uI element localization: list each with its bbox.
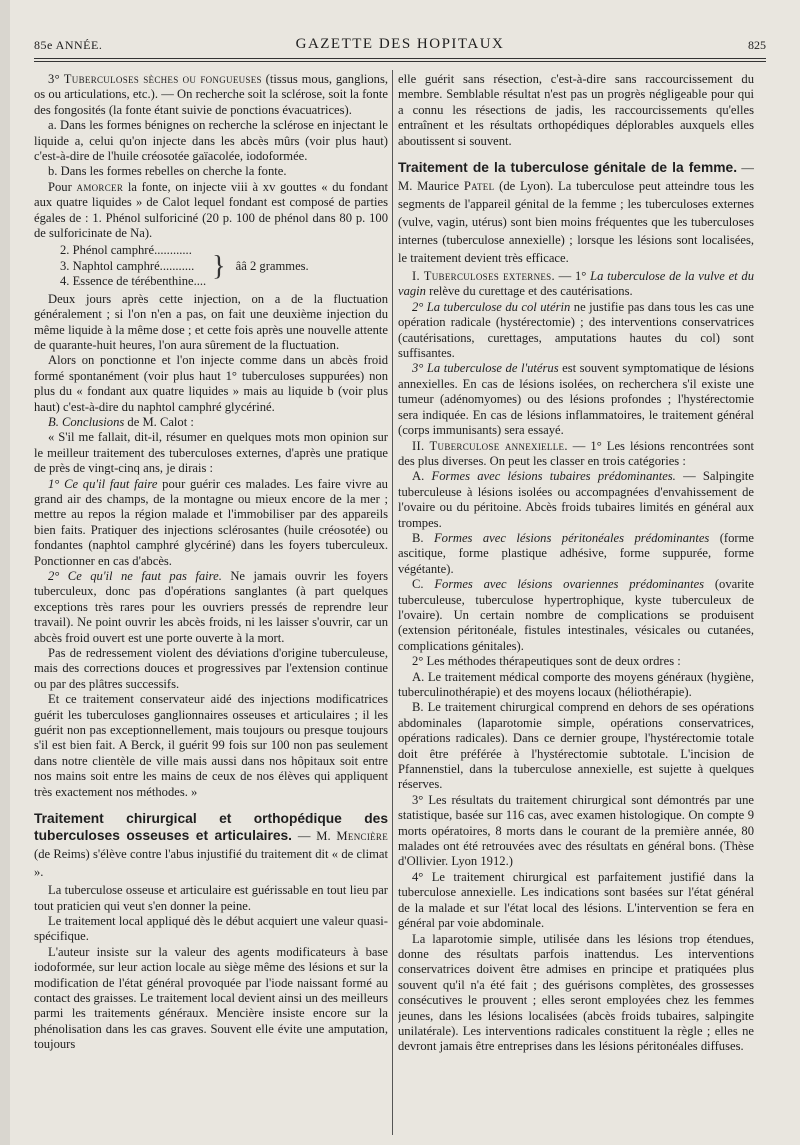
paragraph: B. Le traitement chirurgical comprend en dehors de ses opérations abdominales (laparotomie simple, opérations conservatrices, opérations radicales). Dans ce dernier groupe, l'hystérectomie totale doit être préférée à l'hystérectomie subtotale. L'incision de Pfannenstiel, dans la tuberculose annexielle, est sujette à quelques réserves.	[398, 700, 754, 792]
paragraph: Pas de redressement violent des déviations d'origine tuberculeuse, mais des corrections douces et progressives par l'extension continue ou par des plâtres successifs.	[34, 646, 388, 691]
paragraph: b. Dans les formes rebelles on cherche la fonte.	[48, 164, 287, 179]
formula-dose: ââ 2 grammes.	[235, 258, 309, 273]
page-header	[34, 34, 766, 58]
paragraph: 3° La tuberculose de l'utérus est souvent symptomatique de lésions annexielles. En cas de lésions isolées, on recherchera s'il existe une tumeur (adénomyomes) ou des lésions profondes ; l'hystérectomie sera indiquée. En cas de lésions inflammatoires, le traitement général (corps immunisants) sera essayé.	[398, 361, 754, 438]
paragraph: Pour amorcer la fonte, on injecte viii à xv gouttes « du fondant aux quatre liquides » de Calot lequel fondant est composé de parties égales de : 1. Phénol sulforiciné (20 p. 100 de phénol dans 80 p. 100 de sulforicinate de Na).	[34, 179, 388, 241]
paragraph: L'auteur insiste sur la valeur des agents modificateurs à base iodoformée, sur leur action locale au siège même des lésions et sur la modification de l'état général provoquée par l'iode naissant formé au contact des graisses. Le traitement local devient ainsi un des meilleurs parmi les traitements généraux. Mencière insiste encore sur la phénolisation dans les cas graves. Souvent elle évite une amputation, toujours	[34, 944, 388, 1052]
header-rule-double	[34, 61, 766, 62]
left-column	[34, 72, 388, 1135]
formula-item: 3. Naphtol camphré...........	[60, 258, 195, 273]
column-divider	[392, 70, 393, 1135]
paragraph: La laparotomie simple, utilisée dans les lésions trop étendues, donne des résultats parfois inattendus. Les interventions conservatrices doivent être admises en principe et pratiquées plus souvent qu'il n'a été fait ; des guérisons complètes, des grossesses consécutives le prouvent ; elles seront employées chez les femmes jeunes, dans les lésions localisées (abcès froids tubaires, salpingite unilatérale). Les interventions radicales constituent la règle ; elles ne devront jamais être entreprises dans les lésions péritonéales diffuses.	[398, 931, 754, 1054]
section-heading: Traitement de la tuberculose génitale de la femme. — M. Maurice Patel (de Lyon). La tuberculose peut atteindre tous les segments de l'appareil génital de la femme ; les tuberculoses externes (vulve, vagin, utérus) sont bien moins fréquentes que les tuberculoses internes (tuberculose annexielle) ; lorsque les lésions sont localisées, le traitement devient très efficace.	[398, 160, 754, 266]
page-number: 825	[748, 38, 766, 52]
paragraph: Et ce traitement conservateur aidé des injections modificatrices guérit les tuberculoses ganglionnaires osseuses et articulaires ; il les guérit non pas exceptionnellement, mais toujours ou presque toujours s'il est bien fait. A Berck, il guérit 99 fois sur 100 non pas seulement dans notre clientèle de ville mais aussi dans nos hôpitaux soit entre nos mains soit entre les mains de ceux de nos élèves qui appliquent très exactement nos méthodes. »	[34, 692, 388, 799]
paragraph: elle guérit sans résection, c'est-à-dire sans raccourcissement du membre. Semblable résultat n'est pas un progrès négligeable pour qui a connu les résections de jadis, les raccourcissements qu'elles entraînent et les résultats orthopédiques déplorables auxquels elles aboutissent si souvent.	[398, 72, 754, 148]
paragraph: 3° Tuberculoses sèches ou fongueuses (tissus mous, ganglions, os ou articulations, etc.). — On recherche soit la sclérose, soit la fonte des fongosités (la fonte étant suivie de ponctions évacuatrices).	[34, 72, 388, 117]
paragraph: Le traitement local appliqué dès le début acquiert une valeur quasi-spécifique.	[34, 913, 388, 944]
paragraph: 1° Ce qu'il faut faire pour guérir ces malades. Les faire vivre au grand air des champs, de la montagne ou mieux encore de la mer ; mettre au repos la région malade et l'immobiliser par des appareils bien faits. Pratiquer des injections sclérosantes (huile créosotée) ou fondantes (naphtol camphré glycériné) dans les foyers tuberculeux. Ponctionner en cas d'abcès.	[34, 476, 388, 568]
header-rule	[34, 58, 766, 59]
paragraph: Deux jours après cette injection, on a de la fluctuation généralement ; si l'on n'en a pas, on fait une deuxième injection du même liquide à la même dose ; et cette fois après une nouvelle attente de quarante-huit heures, l'on aura sûrement de la fluctuation.	[34, 291, 388, 352]
paragraph: Alors on ponctionne et l'on injecte comme dans un abcès froid formé spontanément (voir plus haut 1° tuberculoses suppurées) non plus du « fondant aux quatre liquides » mais au liquide b (voir plus haut) c'est-à-dire du naphtol camphré glycériné.	[34, 353, 388, 414]
section-heading: Traitement chirurgical et orthopédique des tuberculoses osseuses et articulaires. — M. Mencière (de Reims) s'élève contre l'abus injustifié du traitement dit « de climat ».	[34, 811, 388, 880]
paragraph: A. Formes avec lésions tubaires prédominantes. — Salpingite tuberculeuse à lésions isolées ou accompagnées d'envahissement de l'ovaire ou du péritoine. Abcès froids tubaires limités en général aux trompes.	[398, 469, 754, 530]
formula-item: 2. Phénol camphré............	[60, 243, 192, 258]
paragraph: a. Dans les formes bénignes on recherche la sclérose en injectant le liquide a, celui qu'on injecte dans les abcès mûrs (voir plus haut) c'est-à-dire de l'huile créosotée gaïacolée, iodoformée.	[34, 118, 388, 164]
paragraph: « S'il me fallait, dit-il, résumer en quelques mots mon opinion sur le meilleur traitement des tuberculoses externes, d'après une pratique de près de vingt-cinq ans, je dirais :	[34, 430, 388, 476]
brace: }	[212, 250, 226, 282]
paragraph: 2° La tuberculose du col utérin ne justifie pas dans tous les cas une opération radicale (hystérectomie) ; des interventions conservatrices (cautérisations, curettages, amputations hautes du col) sont suffisantes.	[398, 299, 754, 361]
paragraph: I. Tuberculoses externes. — 1° La tuberculose de la vulve et du vagin relève du curettage et des cautérisations.	[398, 269, 754, 299]
paragraph: 2° Les méthodes thérapeutiques sont de deux ordres :	[412, 654, 681, 669]
paragraph: II. Tuberculose annexielle. — 1° Les lésions rencontrées sont des plus diverses. On peut les classer en trois catégories :	[398, 438, 754, 468]
paragraph: 3° Les résultats du traitement chirurgical sont démontrés par une statistique, basée sur 116 cas, avec examen histologique. On compte 9 morts opératoires, 8 morts dans le courant de la première année, 80 malades ont été retrouvées avec des résultats en général bons. (Thèse d'Ollivier. Lyon 1912.)	[398, 792, 754, 869]
issue-label: 85e ANNÉE.	[34, 38, 103, 52]
formula-item: 4. Essence de térébenthine....	[60, 274, 207, 289]
paragraph: 4° Le traitement chirurgical est parfaitement justifié dans la tuberculose annexielle. Les indications sont basées sur l'état général de la malade et sur l'état local des lésions. L'intervention se fera en général par voie abdominale.	[398, 869, 754, 931]
paragraph: B. Formes avec lésions péritonéales prédominantes (forme ascitique, forme plastique adhésive, forme suppurée, forme végétante).	[398, 530, 754, 576]
paragraph: La tuberculose osseuse et articulaire est guérissable en tout lieu par tout praticien qui veut s'en donner la peine.	[34, 883, 388, 913]
page-edge	[0, 0, 10, 1145]
journal-title: GAZETTE DES HOPITAUX	[295, 36, 505, 52]
paragraph: B. Conclusions de M. Calot :	[48, 414, 194, 429]
formula-list	[60, 243, 309, 289]
paragraph: 2° Ce qu'il ne faut pas faire. Ne jamais ouvrir les foyers tuberculeux, donc pas d'opérations sanglantes (à part quelques exceptions très rares pour les ouvriers pressés de reprendre leur travail). Ne point ouvrir les abcès froids, ni les laisser s'ouvrir, car un abcès froid ouvert est une porte ouverte à la mort.	[34, 569, 388, 645]
right-column	[398, 72, 754, 1135]
paragraph: C. Formes avec lésions ovariennes prédominantes (ovarite tuberculeuse, tuberculose hypertrophique, kyste tuberculeux de l'ovaire). Un certain nombre de complications se produisent (extension péritonéale, fistules intestinales, vésicales ou cutanées, complications génitales).	[398, 577, 754, 653]
paragraph: A. Le traitement médical comporte des moyens généraux (hygiène, tuberculinothérapie) et des moyens locaux (héliothérapie).	[398, 669, 754, 699]
